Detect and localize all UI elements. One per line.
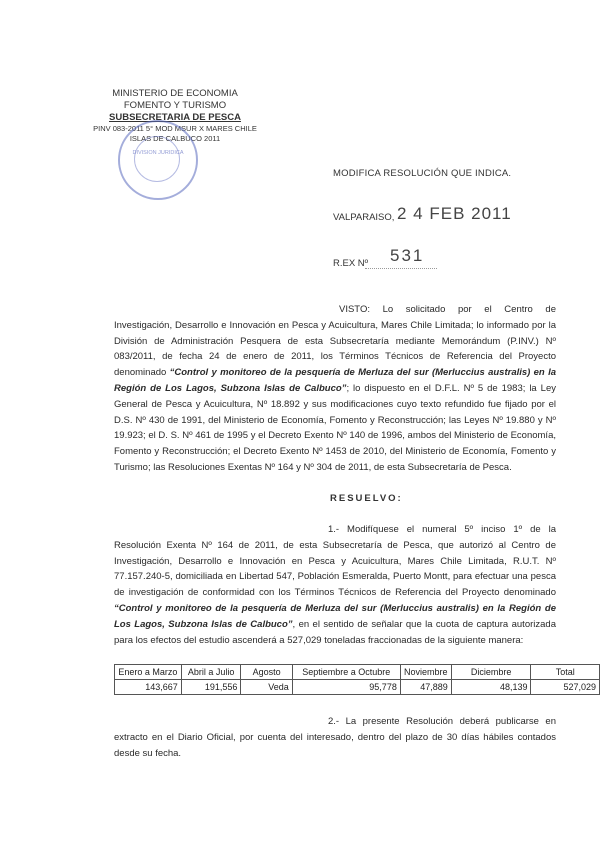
table-header-cell: Enero a Marzo	[115, 665, 182, 680]
resolution-number: 531	[390, 246, 425, 265]
item-1-body: Resolución Exenta Nº 164 de 2011, de esta Subsecretaría de Pesca, que autorizó al Centro de Investigación, Desarrollo e Innovación en Pesca y Acuicultura, Mares Chile Limitada, R.U.T. Nº 77.157.240-5, domiciliada en Libertad 547, Población Esmeralda, Puerto Montt, para efectuar una pesca de investigación de conformidad con los Términos Técnicos de Referencia del Proyecto denominado	[114, 539, 556, 599]
seal-inner-ring	[134, 136, 180, 182]
visto-lead: VISTO: Lo solicitado por el Centro de Investigación,	[114, 304, 556, 331]
project-name-2: “Control y monitoreo de la pesquería de Merluza del sur (Merluccius australis) en la Región de Los Lagos, Subzona Islas de Calbuco”	[114, 602, 556, 630]
subsecretaria-name: SUBSECRETARIA DE PESCA	[109, 112, 241, 123]
seal-text: DIVISION JURIDICA	[132, 150, 184, 156]
table-cell: 191,556	[181, 680, 241, 695]
table-header-row	[115, 665, 600, 680]
resuelvo-heading: RESUELVO:	[330, 493, 403, 504]
table-cell: 527,029	[531, 680, 600, 695]
visto-paragraph	[114, 302, 556, 476]
table-header-cell: Diciembre	[451, 665, 531, 680]
document-heading: MODIFICA RESOLUCIÓN QUE INDICA.	[333, 168, 512, 179]
table-header-cell: Septiembre a Octubre	[292, 665, 400, 680]
official-seal-stamp	[118, 120, 198, 200]
item-2-body: extracto en el Diario Oficial, por cuenta del interesado, dentro del plazo de 30 días hábiles contados desde su fecha.	[114, 731, 556, 759]
file-reference-2: ISLAS DE CALBUCO 2011	[129, 134, 221, 143]
table-header-cell: Abril a Julio	[181, 665, 241, 680]
table-header-cell: Total	[531, 665, 600, 680]
resolution-item-2	[114, 714, 556, 761]
item-1-body-cont: , en el sentido de señalar que la cuota de captura autorizada para los efectos del estudio ascenderá a 527,029 toneladas fraccionadas de la siguiente manera:	[114, 618, 556, 646]
table-cell: 48,139	[451, 680, 531, 695]
project-name: “Control y monitoreo de la pesquería de Merluza del sur (Merluccius australis) en la Región de Los Lagos, Subzona Islas de Calbuco”	[114, 367, 556, 394]
table-cell: 47,889	[400, 680, 451, 695]
item-1-lead: 1.- Modifíquese el numeral 5º inciso 1º de la	[328, 524, 556, 535]
table-header-cell: Noviembre	[400, 665, 451, 680]
table-cell: 143,667	[115, 680, 182, 695]
visto-body-cont: ; lo dispuesto en el D.F.L. Nº 5 de 1983; la Ley General de Pesca y Acuicultura, Nº 18.892 y sus modificaciones cuyo texto refundido fue fijado por el D.S. Nº 430 de 1991, del Ministerio de Economía, Fomento y Reconstrucción; las Leyes Nº 19.880 y Nº 19.923; el D. S. Nº 461 de 1995 y el Decreto Exento Nº 140 de 1996, ambos del Ministerio de Economía, Fomento y Reconstrucción; el Decreto Exento Nº 1453 de 2010, del Ministerio de Economía, Fomento y Turismo; las Resoluciones Exentas Nº 164 y Nº 304 de 2011, de esta Subsecretaría de Pesca.	[114, 382, 556, 473]
resolution-number-line	[365, 268, 437, 269]
resolution-item-1	[114, 522, 556, 648]
table-cell: Veda	[241, 680, 292, 695]
resolution-number-label: R.EX Nº	[333, 258, 369, 269]
file-reference: PINV 083-2011 5° MOD MSUR X MARES CHILE	[93, 124, 257, 133]
catch-quota-table	[114, 664, 600, 695]
table-cell: 95,778	[292, 680, 400, 695]
table-row	[115, 680, 600, 695]
ministry-name: MINISTERIO DE ECONOMIA	[112, 88, 238, 99]
ministry-subtitle: FOMENTO Y TURISMO	[123, 100, 227, 111]
item-2-lead: 2.- La presente Resolución deberá publicarse en	[328, 716, 556, 727]
place-label: VALPARAISO,	[333, 212, 395, 223]
table-header-cell: Agosto	[241, 665, 292, 680]
visto-body: Desarrollo e Innovación en Pesca y Acuicultura, Mares Chile Limitada; lo informado por la División de Administración Pesquera de esta Subsecretaría mediante Memorándum (P.INV.) Nº 083/2011, de fecha 24 de enero de 2011, los Términos Técnicos de Referencia del Proyecto denominado	[114, 319, 557, 379]
date-stamp: 2 4 FEB 2011	[397, 204, 512, 223]
